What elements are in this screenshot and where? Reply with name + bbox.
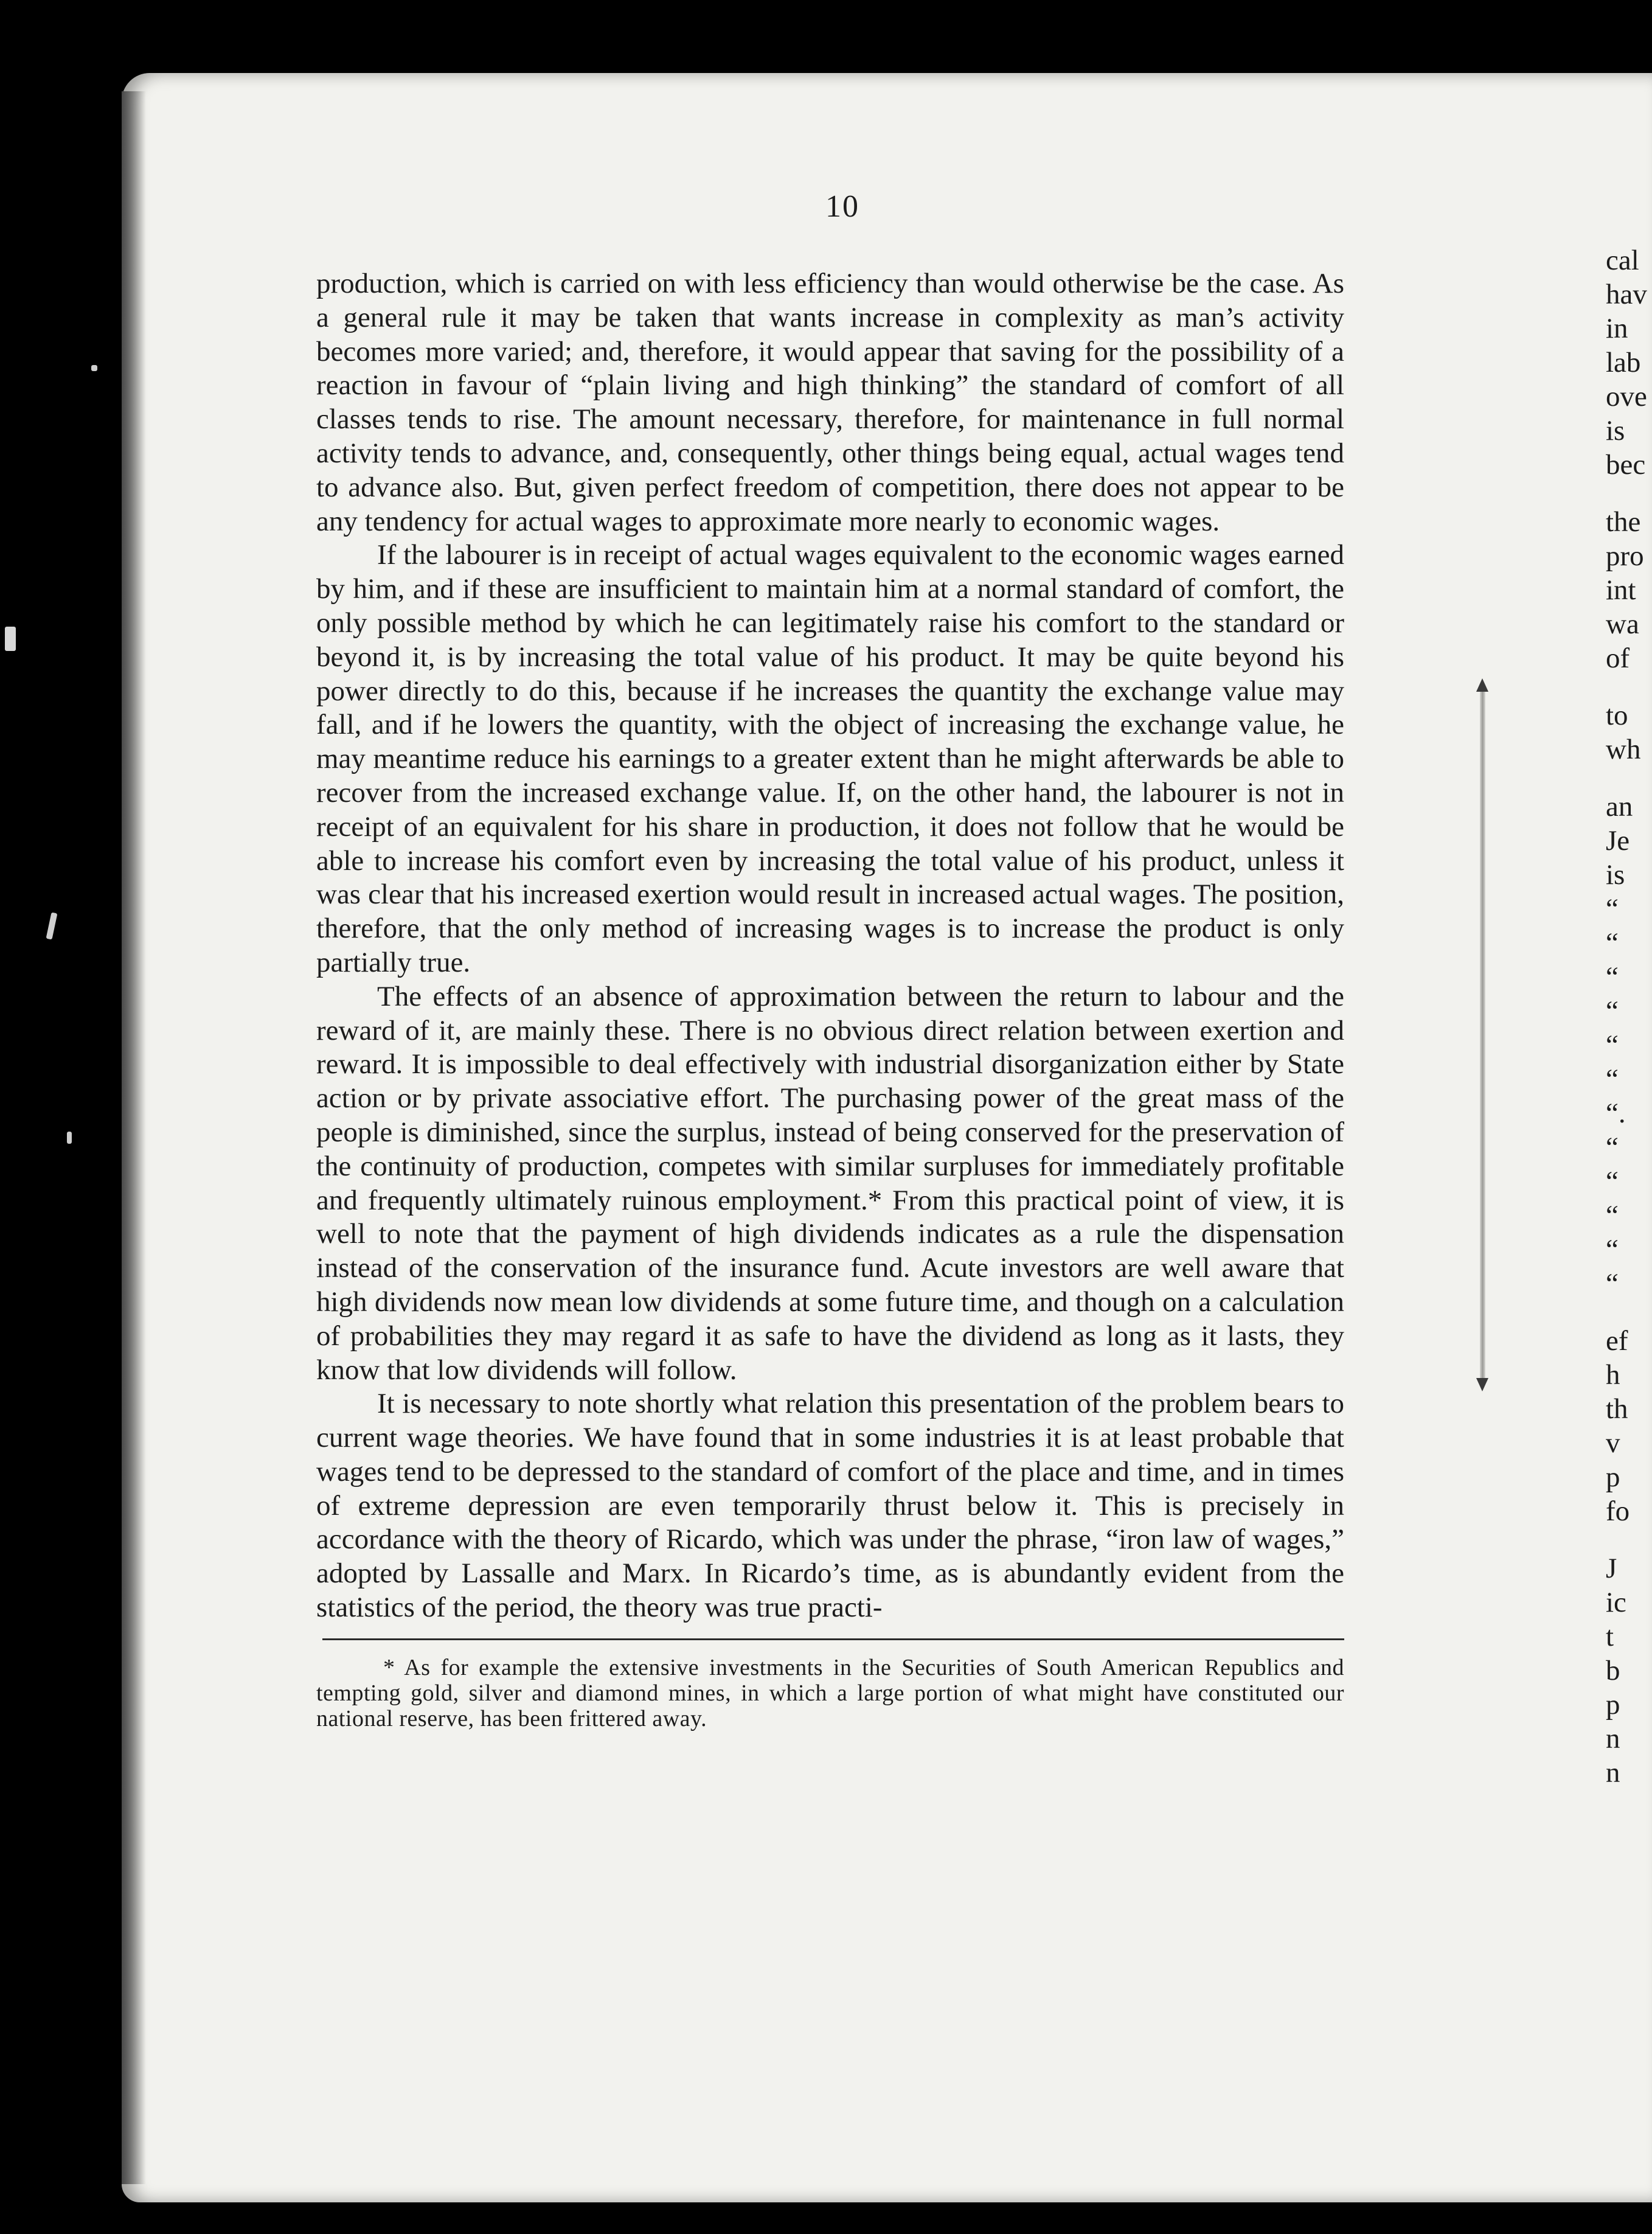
scan-artifact-mark <box>67 1132 72 1144</box>
facing-page-line: pro <box>1606 540 1644 572</box>
facing-page-line: of <box>1606 642 1630 674</box>
footnote-rule <box>322 1638 1344 1640</box>
facing-page-line <box>1606 675 1652 698</box>
facing-page-line: wa <box>1606 608 1639 640</box>
facing-page-line: is <box>1606 415 1625 447</box>
facing-page-line: n <box>1606 1723 1620 1755</box>
facing-page-line: Je <box>1606 825 1630 857</box>
facing-page-line: in <box>1606 313 1628 344</box>
facing-page-line: bec <box>1606 449 1646 481</box>
facing-page-line: b <box>1606 1655 1620 1686</box>
facing-page-line: lab <box>1606 347 1641 378</box>
facing-page-line: n <box>1606 1757 1620 1789</box>
page-edge-shadow <box>122 91 146 2184</box>
facing-page-line: “ <box>1606 927 1619 959</box>
facing-page-line <box>1606 767 1652 790</box>
facing-page-line: J <box>1606 1553 1617 1584</box>
facing-page-line: p <box>1606 1689 1620 1721</box>
facing-page-line: int <box>1606 574 1636 606</box>
facing-page-line: fo <box>1606 1495 1630 1527</box>
facing-page-line: ic <box>1606 1587 1626 1618</box>
facing-page-line <box>1606 482 1652 505</box>
facing-page-line: “ <box>1606 1132 1619 1163</box>
body-text <box>316 267 1344 1625</box>
facing-page-line: “. <box>1606 1098 1626 1129</box>
scan-artifact-mark <box>46 912 58 939</box>
facing-page-line: “ <box>1606 1029 1619 1061</box>
scan-artifact-mark <box>5 627 16 651</box>
facing-page-line: hav <box>1606 279 1647 310</box>
facing-page-line: to <box>1606 700 1628 731</box>
paragraph-1: production, which is carried on with less efficiency than would otherwise be the case. As a general rule it may be taken that wants increase in complexity as man’s activity becomes more varied; and, therefore, it would appear that saving for the possibility of a reaction in favour of “plain living and high thinking” the standard of comfort of all classes tends to rise. The amount necessary, therefore, for maintenance in full normal activity tends to advance, and, consequently, other things being equal, actual wages tend to advance also. But, given perfect freedom of competition, there does not appear to be any tendency for actual wages to approximate more nearly to economic wages. <box>316 268 1344 537</box>
facing-page-line: is <box>1606 859 1625 891</box>
facing-page-fragment <box>1606 243 1652 1790</box>
facing-page-line: cal <box>1606 245 1639 276</box>
paragraph-2: If the labourer is in receipt of actual wages equivalent to the economic wages earned by him, and if these are insufficient to maintain him at a normal standard of comfort, the only possible method by which he can legitimately raise his comfort to the standard or beyond it, is by increasing the total value of his product. It may be quite beyond his power directly to do this, because if he increases the quantity the exchange value may fall, and if he lowers the quantity, with the object of increasing the exchange value, he may meantime reduce his earnings to a greater extent than he might afterwards be able to recover from the increased exchange value. If, on the other hand, the labourer is not in receipt of an equivalent for his share in production, it does not follow that he would be able to increase his comfort even by increasing the total value of his product, unless it was clear that his increased exertion would result in increased actual wages. The position, therefore, that the only method of increasing wages is to increase the product is only partially true. <box>316 539 1344 978</box>
facing-page-line: “ <box>1606 1200 1619 1231</box>
facing-page-line <box>1606 1301 1652 1324</box>
facing-page-line: “ <box>1606 995 1619 1027</box>
facing-page-line: p <box>1606 1461 1620 1493</box>
scan-artifact-mark <box>91 365 97 371</box>
facing-page-line: v <box>1606 1427 1620 1459</box>
paragraph-3: The effects of an absence of approximation between the return to labour and the reward of it, are mainly these. There is no obvious direct relation between exertion and reward. It is impossible to deal effectively with industrial disorganization either by State action or by private associative effort. The purchasing power of the great mass of the people is diminished, since the surplus, instead of being conserved for the preservation of the continuity of production, competes with similar surpluses for immediately profitable and frequently ultimately ruinous employment.* From this practical point of view, it is well to note that the payment of high dividends indicates as a rule the dispensation instead of the conservation of the insurance fund. Acute investors are well aware that high dividends now mean low dividends at some future time, and though on a calculation of probabilities they may regard it as safe to have the dividend as long as it lasts, they know that low dividends will follow. <box>316 980 1344 1386</box>
left-page <box>316 189 1344 1731</box>
facing-page-line: “ <box>1606 961 1619 993</box>
facing-page-line: “ <box>1606 1166 1619 1197</box>
facing-page-line <box>1606 1528 1652 1551</box>
facing-page-line: wh <box>1606 734 1641 765</box>
gutter-binding-line <box>1480 684 1485 1384</box>
page-number: 10 <box>825 189 859 224</box>
footnote-text: * As for example the extensive investments in the Securities of South American Republics and tempting gold, silver and diamond mines, in which a large portion of what might have constituted our national reserve, has been frittered away. <box>316 1654 1344 1731</box>
facing-page-line: ove <box>1606 381 1647 412</box>
facing-page-line: an <box>1606 791 1633 823</box>
paragraph-4: It is necessary to note shortly what relation this presentation of the problem bears to current wage theories. We have found that in some industries it is at least probable that wages tend to be depressed to the standard of comfort of the place and time, and in times of extreme depression are even temporarily thrust below it. This is precisely in accordance with the theory of Ricardo, which was under the phrase, “iron law of wages,” adopted by Lassalle and Marx. In Ricardo’s time, as is abundantly evident from the statistics of the period, the theory was true practi- <box>316 1388 1344 1624</box>
facing-page-line: t <box>1606 1621 1614 1652</box>
facing-page-line: “ <box>1606 1234 1619 1265</box>
facing-page-line: th <box>1606 1393 1628 1425</box>
facing-page-line: “ <box>1606 893 1619 925</box>
facing-page-line: h <box>1606 1359 1620 1391</box>
footnote <box>316 1655 1344 1731</box>
facing-page-line: “ <box>1606 1063 1619 1095</box>
facing-page-line: the <box>1606 506 1641 538</box>
facing-page-line: ef <box>1606 1325 1628 1357</box>
facing-page-line: “ <box>1606 1268 1619 1300</box>
